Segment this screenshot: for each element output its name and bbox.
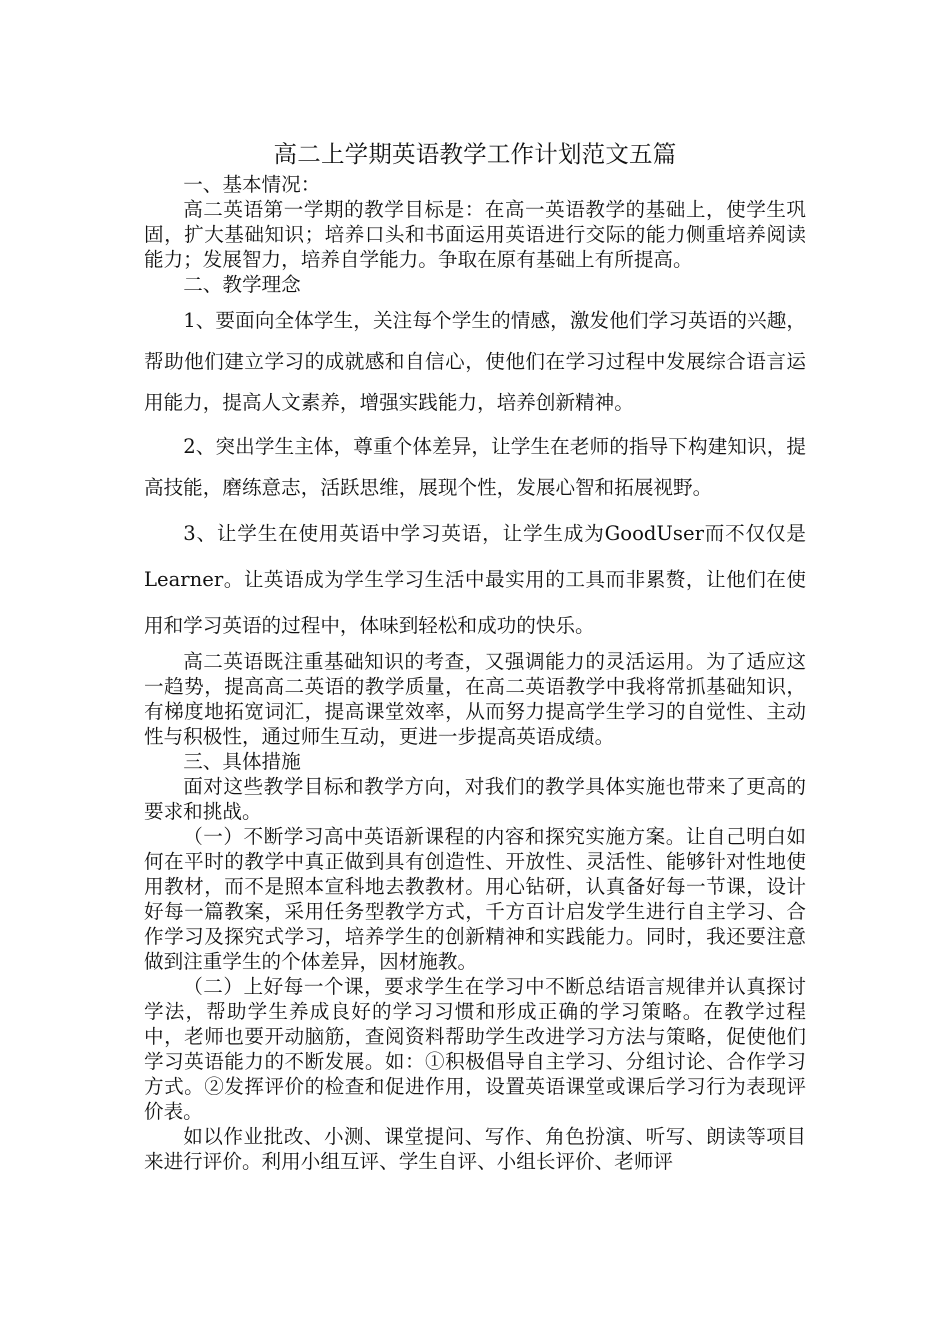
paragraph-teaching-goal: 高二英语第一学期的教学目标是：在高一英语教学的基础上，使学生巩固，扩大基础知识；培养口头和书面运用英语进行交际的能力侧重培养阅读能力；发展智力，培养自学能力。争取在原有基础上有所提高。 <box>144 198 806 271</box>
document-body <box>144 138 806 1174</box>
paragraph-philosophy-1: 1、要面向全体学生，关注每个学生的情感，激发他们学习英语的兴趣，帮助他们建立学习的成就感和自信心，使他们在学习过程中发展综合语言运用能力，提高人文素养，增强实践能力，培养创新精神。 <box>144 309 806 414</box>
paragraph-philosophy-2: 2、突出学生主体，尊重个体差异，让学生在老师的指导下构建知识，提高技能，磨练意志，活跃思维，展现个性，发展心智和拓展视野。 <box>144 435 806 499</box>
heading-basic-situation: 一、基本情况： <box>183 173 321 196</box>
heading-specific-measures: 三、具体措施 <box>183 750 301 773</box>
paragraph-focus-basics: 高二英语既注重基础知识的考查，又强调能力的灵活运用。为了适应这一趋势，提高高二英语的教学质量，在高二英语教学中我将常抓基础知识，有梯度地拓宽词汇，提高课堂效率，从而努力提高学生学习的自觉性、主动性与积极性，通过师生互动，更进一步提高英语成绩。 <box>144 650 806 748</box>
paragraph-measure-2: （二）上好每一个课，要求学生在学习中不断总结语言规律并认真探讨学法，帮助学生养成良好的学习习惯和形成正确的学习策略。在教学过程中，老师也要开动脑筋，查阅资料帮助学生改进学习方法与策略，促使他们学习英语能力的不断发展。如：①积极倡导自主学习、分组讨论、合作学习方式。②发挥评价的检查和促进作用，设置英语课堂或课后学习行为表现评价表。 <box>144 975 806 1123</box>
paragraph-philosophy-3: 3、让学生在使用英语中学习英语，让学生成为GoodUser而不仅仅是Learner。让英语成为学生学习生活中最实用的工具而非累赘，让他们在使用和学习英语的过程中，体味到轻松和成功的快乐。 <box>144 522 806 637</box>
paragraph-evaluation: 如以作业批改、小测、课堂提问、写作、角色扮演、听写、朗读等项目来进行评价。利用小组互评、学生自评、小组长评价、老师评 <box>144 1125 806 1173</box>
paragraph-measure-1: （一）不断学习高中英语新课程的内容和探究实施方案。让自己明白如何在平时的教学中真正做到具有创造性、开放性、灵活性、能够针对性地使用教材，而不是照本宣科地去教教材。用心钻研，认真备好每一节课，设计好每一篇教案，采用任务型教学方式，千方百计启发学生进行自主学习、合作学习及探究式学习，培养学生的创新精神和实践能力。同时，我还要注意做到注重学生的个体差异，因材施教。 <box>144 825 806 973</box>
paragraph-challenges: 面对这些教学目标和教学方向，对我们的教学具体实施也带来了更高的要求和挑战。 <box>144 775 806 823</box>
heading-teaching-philosophy: 二、教学理念 <box>183 273 301 296</box>
document-title: 高二上学期英语教学工作计划范文五篇 <box>273 140 677 168</box>
